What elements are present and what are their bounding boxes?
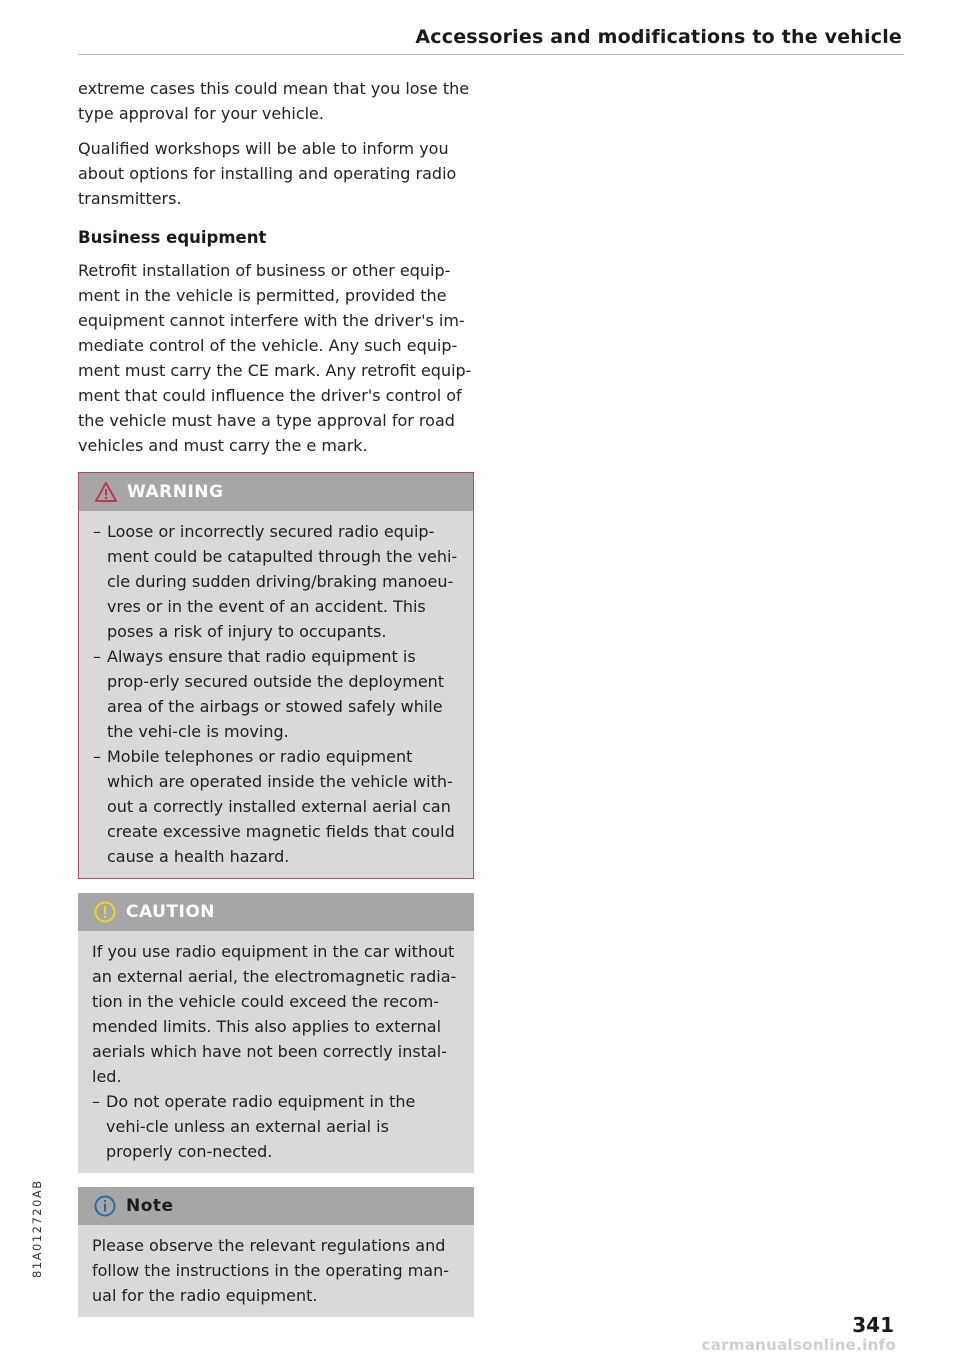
note-box <box>78 1187 474 1317</box>
document-code: 81A012720AB <box>30 1179 44 1278</box>
section-heading-business-equipment: Business equipment <box>78 228 267 247</box>
warning-item: – Loose or incorrectly secured radio equip-ment could be catapulted through the vehi-cle during sudden driving/braking manoeu-vres or in the event of an accident. This poses a risk of injury to occupants. <box>93 522 458 641</box>
caution-body <box>78 931 474 1173</box>
watermark: carmanualsonline.info <box>701 1336 896 1354</box>
paragraph-business-equipment: Retrofit installation of business or other equip-ment in the vehicle is permitted, provided the equipment cannot interfere with the driver's im-mediate control of the vehicle. Any such equip-ment must carry the CE mark. Any retrofit equip-ment that could influence the driver's control of the vehicle must have a type approval for road vehicles and must carry the e mark. <box>78 261 472 455</box>
note-body <box>78 1225 474 1317</box>
paragraph-type-approval: extreme cases this could mean that you lose the type approval for your vehicle. <box>78 79 470 123</box>
header-divider <box>78 54 904 55</box>
warning-box <box>78 472 474 879</box>
warning-item: – Mobile telephones or radio equipment which are operated inside the vehicle with-out a correctly installed external aerial can create excessive magnetic fields that could cause a health hazard. <box>93 747 455 866</box>
caution-text: If you use radio equipment in the car without an external aerial, the electromagnetic radia-tion in the vehicle could exceed the recom-mended limits. This also applies to external aerials which have not been correctly instal-led. <box>92 942 457 1086</box>
exclamation-circle-icon <box>94 901 116 923</box>
page-header-title: Accessories and modifications to the vehicle <box>415 26 902 48</box>
caution-item: – Do not operate radio equipment in the vehi-cle unless an external aerial is properly con-nected. <box>92 1092 416 1161</box>
caution-title: CAUTION <box>126 902 216 922</box>
warning-header <box>79 473 473 511</box>
warning-triangle-icon <box>95 482 117 502</box>
warning-body <box>79 511 473 878</box>
warning-title: WARNING <box>127 482 224 502</box>
info-circle-icon <box>94 1195 116 1217</box>
paragraph-workshops: Qualified workshops will be able to inform you about options for installing and operating radio transmitters. <box>78 139 457 208</box>
caution-box <box>78 893 474 1173</box>
note-header <box>78 1187 474 1225</box>
note-title: Note <box>126 1196 174 1216</box>
page-number: 341 <box>852 1313 894 1337</box>
main-column <box>78 76 474 1317</box>
caution-header <box>78 893 474 931</box>
warning-item: – Always ensure that radio equipment is prop-erly secured outside the deployment area of the airbags or stowed safely while the vehi-cle is moving. <box>93 647 445 741</box>
note-text: Please observe the relevant regulations and follow the instructions in the operating man-ual for the radio equipment. <box>92 1236 449 1305</box>
